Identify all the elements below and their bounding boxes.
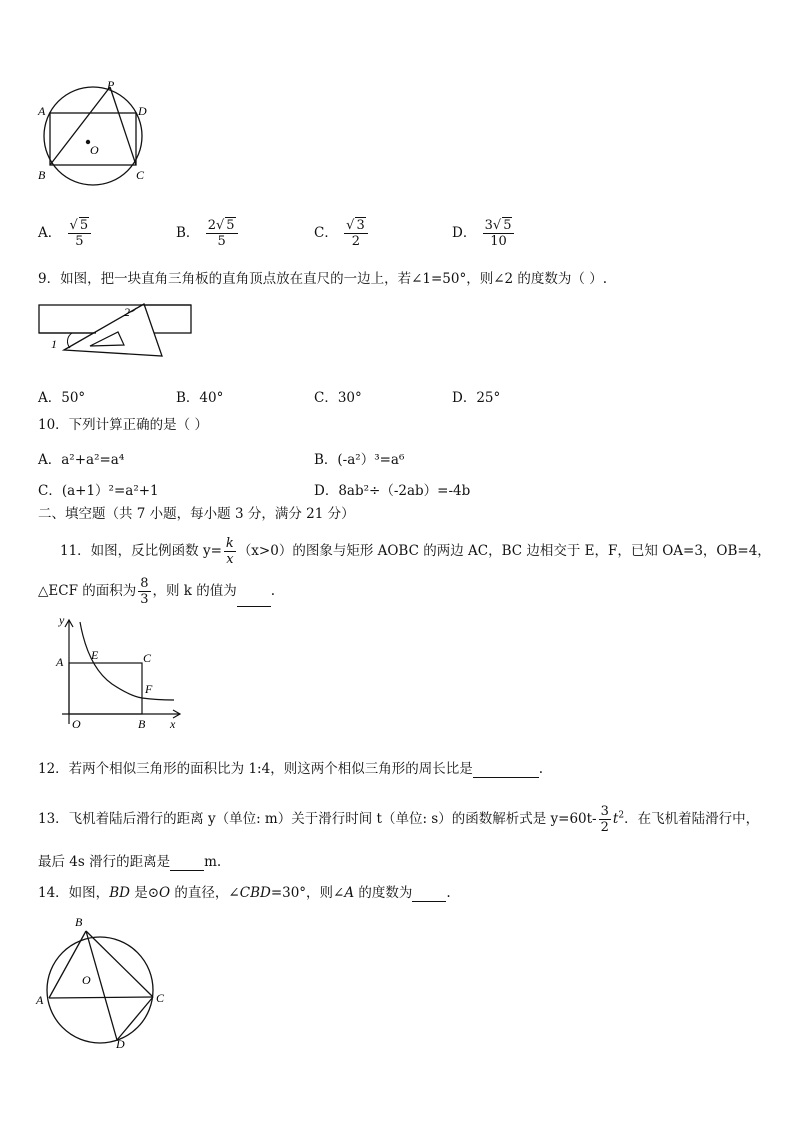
q14-circle: [47, 937, 153, 1043]
q8-rectangle: [50, 113, 136, 165]
q11-label-y: y: [59, 613, 65, 627]
q8-figure: [30, 78, 160, 198]
q11-figure: [52, 612, 186, 736]
q14-label-o: O: [82, 973, 91, 987]
q14-figure: [32, 910, 172, 1050]
q8-option-c-value: $\frac{√ 3}{2}$: [344, 218, 368, 249]
q8-circle: [44, 87, 142, 185]
q14-label-c: C: [156, 991, 165, 1005]
q10-option-a[interactable]: A．a²+a²=a⁴: [38, 452, 125, 468]
q11-label-f: F: [145, 682, 153, 696]
q11-fraction-k-over-x: $\frac{k}{x}$: [225, 536, 234, 567]
q9-option-d[interactable]: D．25°: [452, 390, 501, 406]
q8-option-d[interactable]: [452, 218, 516, 249]
q8-label-o: O: [90, 143, 99, 157]
q10-question: 10．下列计算正确的是（ ）: [38, 417, 208, 433]
q10-option-c[interactable]: C．(a+1）²=a²+1: [38, 483, 159, 499]
section2-heading: 二、填空题（共 7 小题，每小题 3 分，满分 21 分）: [38, 506, 355, 522]
q9-option-b[interactable]: B．40°: [176, 390, 224, 406]
q8-label-d: D: [138, 104, 147, 118]
q11-answer-blank[interactable]: [237, 592, 271, 607]
q8-option-b[interactable]: [176, 218, 240, 249]
q14-line-ab: [49, 931, 86, 998]
q13-fraction: $\frac{3}{2}$: [600, 804, 609, 835]
q8-option-d-letter: D．: [452, 225, 477, 241]
q11-label-x: x: [170, 717, 176, 731]
q8-option-b-letter: B．: [176, 225, 200, 241]
q11-line1: 11．如图，反比例函数 y= $\frac{k}{x}$ （x>0）的图象与矩形 AOBC 的两边 AC，BC 边相交于 E，F，已知 OA=3，OB=4，: [60, 536, 771, 567]
q14-line-ac: [49, 997, 153, 998]
q14-question: 14．如图，BD 是⊙O 的直径，∠CBD=30°，则∠A 的度数为 .: [38, 885, 451, 901]
q10-option-b[interactable]: B．(-a²）³=a⁶: [314, 452, 405, 468]
q8-option-c-letter: C．: [314, 225, 338, 241]
q11-fraction-area: $\frac{8}{3}$: [140, 576, 149, 607]
q12-answer-blank[interactable]: [473, 763, 539, 778]
q14-label-a: A: [36, 993, 44, 1007]
q11-label-e: E: [91, 648, 99, 662]
q13-line1: 13．飞机着陆后滑行的距离 y（单位: m）关于滑行时间 t（单位: s）的函数解析式是 y=60t- $\frac{3}{2}$ $t^2$．在飞机着陆滑行中，: [38, 804, 760, 835]
q11-label-b: B: [138, 717, 146, 731]
q9-option-c[interactable]: C．30°: [314, 390, 362, 406]
q8-option-c[interactable]: [314, 218, 370, 249]
q11-label-o: O: [72, 717, 81, 731]
q11-rectangle: [69, 663, 142, 714]
q8-label-b: B: [38, 168, 46, 182]
q11-line2: △ECF 的面积为 $\frac{8}{3}$ ，则 k 的值为 .: [38, 576, 276, 607]
q8-line-pb: [50, 87, 110, 165]
q8-option-a[interactable]: [38, 218, 93, 249]
q8-option-a-letter: A．: [38, 225, 62, 241]
q9-option-a[interactable]: A．50°: [38, 390, 86, 406]
q12-question: 12．若两个相似三角形的面积比为 1:4，则这两个相似三角形的周长比是 .: [38, 761, 543, 777]
q9-question: 9．如图，把一块直角三角板的直角顶点放在直尺的一边上，若∠1=50°，则∠2 的度数为（ ）.: [38, 271, 608, 287]
q9-triangle: [64, 304, 162, 356]
q14-label-b: B: [75, 915, 83, 929]
q13-line2: 最后 4s 滑行的距离是 m.: [38, 854, 222, 870]
q8-label-a: A: [38, 104, 46, 118]
q8-option-d-value: $\frac{3√ 5}{10}$: [483, 218, 515, 249]
q11-label-c: C: [143, 651, 152, 665]
q9-figure: [36, 298, 196, 370]
q14-answer-blank[interactable]: [412, 887, 446, 902]
q9-label-2: 2: [124, 305, 130, 319]
q14-line-cd: [117, 997, 153, 1040]
q8-label-c: C: [136, 168, 145, 182]
q9-label-1: 1: [51, 337, 57, 351]
q8-option-a-value: $\frac{√ 5}{5}$: [68, 218, 92, 249]
q8-line-pc: [110, 87, 136, 165]
q8-label-p: P: [107, 78, 115, 92]
q11-label-a: A: [56, 655, 64, 669]
q8-option-b-value: $\frac{2√ 5}{5}$: [206, 218, 238, 249]
q10-option-d[interactable]: D．8ab²÷（-2ab）=-4b: [314, 483, 471, 499]
q13-answer-blank[interactable]: [170, 856, 204, 871]
q14-label-d: D: [116, 1037, 125, 1050]
